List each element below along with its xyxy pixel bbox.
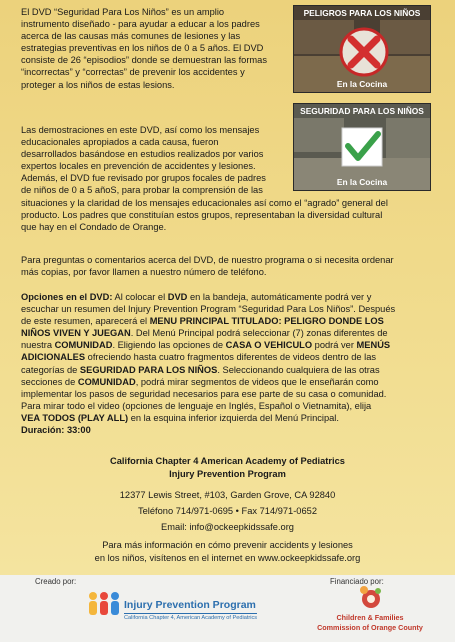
text-line: Para mirar todo el video (opciones de lenguaje en Inglés, Español o Vietnamita), elija	[21, 400, 372, 411]
org-name: California Chapter 4 American Academy of Pediatrics	[110, 456, 345, 466]
text-line: de este resumen, aparecerá el MENU PRINCIPAL TITULADO: PELIGRO DONDE LOS	[21, 316, 384, 327]
funded-by-label: Financiado por:	[330, 577, 384, 586]
text-line: implementar los pasos de seguridad necesarios para ese parte de su casa o comunidad.	[21, 388, 387, 399]
more-info: Para más información en cómo prevenir accidents y lesiones	[102, 540, 353, 550]
thumb-title: SEGURIDAD PARA LOS NIÑOS	[300, 106, 424, 116]
text-line: Opciones en el DVD: Al colocar el DVD en la bandeja, automáticamente podrá ver y	[21, 292, 372, 302]
text-line: NIÑOS VIVEN Y JUEGAN. Del Menú Principal podrá seleccionar (7) zonas diferentes de	[21, 328, 388, 339]
text-line: instrumento diseñado - para ayudar a educar a los padres	[21, 19, 260, 30]
sponsor-footer	[0, 575, 455, 642]
created-by-label: Creado por:	[35, 577, 77, 586]
thumb-title: PELIGROS PARA LOS NIÑOS	[303, 8, 421, 18]
cf-logo-line2: Commission of Orange County	[317, 623, 423, 632]
text-line: secciones de COMUNIDAD, podrá mirar segmentos de videos que le enseñarán como	[21, 376, 379, 387]
thumb-caption: En la Cocina	[336, 79, 388, 89]
ipp-logo-subtitle: California Chapter 4, American Academy of Pediatrics	[124, 615, 258, 621]
text-line: ADICIONALES ofreciendo hasta cuatro fragmentos diferentes de videos dentro de las	[21, 352, 377, 363]
text-line: VEA TODOS (PLAY ALL) en la esquina inferior izquierda del Menú Principal.	[21, 412, 339, 423]
text-line: categorías de SEGURIDAD PARA LOS NIÑOS. Seleccionando cualquiera de las otras	[21, 364, 380, 375]
cf-logo-line1: Children & Families	[336, 613, 404, 622]
options-heading: Opciones en el DVD:	[21, 292, 113, 302]
text-line: de niños de 0 a 5 añoS, para probar la comprensión de las	[21, 185, 263, 196]
text-line: Además, el DVD fue revisado por grupos focales de padres	[21, 173, 266, 184]
address: 12377 Lewis Street, #103, Garden Grove, CA 92840	[119, 490, 336, 500]
text-line: “incorrectas” y “correctas” de prevenir los accidentes y	[21, 67, 245, 78]
duration: Duración: 33:00	[21, 425, 91, 436]
phone-fax: Teléfono 714/971-0695 • Fax 714/971-0652	[137, 506, 317, 516]
intro-paragraph	[21, 6, 267, 91]
text-line: situaciones y la claridad de los mensajes educacionales así como el “agrado” general del	[21, 197, 388, 208]
text-line: que hay en el Condado de Orange.	[21, 221, 167, 232]
text-line: estrategias preventivas en los niños de 0 a 5 años. El DVD	[21, 43, 264, 54]
questions-paragraph	[21, 254, 394, 278]
text-line: producto. Los padres que constituían estos grupos, representaban la diversidad cultural	[21, 209, 383, 220]
children-families-icon	[356, 585, 386, 611]
thumb-caption: En la Cocina	[336, 177, 388, 187]
text-line: Las demostraciones en este DVD, así como los mensajes	[21, 125, 260, 135]
text-line: educacionales apropiados a cada causa, fueron	[21, 137, 219, 148]
text-line: Para preguntas o comentarios acerca del DVD, de nuestro programa o si necesita ordenar	[21, 255, 394, 265]
text-line: nuestra COMUNIDAD. Eligiendo las opciones de CASA O VEHICULO podrá ver MENÚS	[21, 340, 391, 351]
text-line: más copias, por favor llamen a nuestro número de teléfono.	[21, 267, 267, 278]
text-line: desarrollados basándose en estudios realizados por varios	[21, 149, 264, 160]
text-line: expertos locales en prevención de accidentes y lesiones.	[21, 161, 256, 172]
thumb-danger	[293, 5, 431, 93]
ipp-logo-text: Injury Prevention Program	[124, 599, 256, 611]
website-line[interactable]: en los niños, visítenos en el internet en www.ockeepkidssafe.org	[94, 553, 361, 563]
text-line: escuchar un resumen del Injury Prevention Program “Seguridad Para Los Niños”. Después	[21, 304, 396, 315]
email[interactable]: Email: info@ockeepkidssafe.org	[161, 522, 294, 532]
text-line: El DVD “Seguridad Para Los Niños” es un amplio	[21, 7, 225, 17]
text-line: consiste de 26 “episodios” donde se demuestran las formas	[21, 55, 267, 66]
children-figures-icon	[86, 591, 122, 617]
text-line: proteger a los niños de estas lesions.	[21, 79, 175, 90]
text-line: acerca de las causas más comunes de lesiones y las	[21, 31, 241, 42]
program-name: Injury Prevention Program	[169, 469, 286, 479]
contact-block	[0, 455, 455, 565]
demonstrations-paragraph	[21, 124, 388, 233]
dvd-options-paragraph	[21, 291, 395, 436]
